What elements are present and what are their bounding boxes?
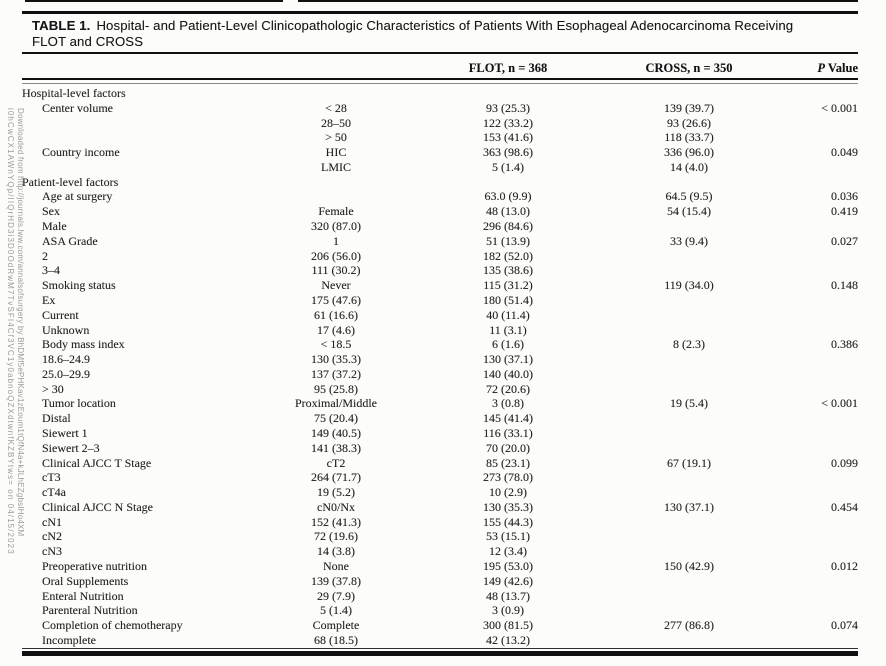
row-label-cell: 25.0–29.9 — [42, 366, 90, 381]
data-row — [22, 219, 858, 234]
category-cell: 149 (40.5) — [311, 425, 361, 440]
pvalue-cell: 0.454 — [831, 499, 858, 514]
category-cell: 68 (18.5) — [314, 632, 358, 647]
pvalue-cell — [784, 367, 858, 382]
category-cell: > 50 — [325, 130, 347, 145]
data-row — [22, 529, 858, 544]
cross-value-cell: 14 (4.0) — [670, 159, 708, 174]
row-label-cell: > 30 — [42, 381, 64, 396]
data-row — [22, 559, 858, 574]
pvalue-cell: 0.148 — [831, 278, 858, 293]
flot-value-cell: 116 (33.1) — [483, 425, 533, 440]
table-caption — [32, 18, 847, 50]
category-cell: 75 (20.4) — [314, 411, 358, 426]
header-bottom-rule-thin — [22, 83, 858, 84]
category-cell: 5 (1.4) — [320, 603, 352, 618]
label-column-header — [22, 60, 250, 76]
flot-value-cell: 195 (53.0) — [483, 559, 533, 573]
category-cell: LMIC — [321, 159, 351, 174]
row-label-cell: Country income — [42, 145, 120, 160]
pvalue-cell — [784, 308, 858, 323]
cross-value-cell — [594, 529, 784, 544]
flot-value-cell: 296 (84.6) — [483, 219, 533, 234]
flot-value-cell: 3 (0.8) — [492, 396, 524, 411]
cross-value-cell: 67 (19.1) — [667, 455, 711, 470]
data-row — [22, 603, 858, 618]
table-caption-line2: FLOT and CROSS — [32, 34, 144, 49]
category-cell: 141 (38.3) — [311, 440, 361, 455]
data-row — [22, 515, 858, 530]
data-row — [22, 633, 858, 648]
cross-value-cell: 119 (34.0) — [664, 278, 714, 293]
row-label-cell: Current — [42, 307, 79, 322]
cross-value-cell — [594, 603, 784, 618]
flot-value-cell — [422, 86, 594, 101]
category-cell: 175 (47.6) — [311, 292, 361, 307]
category-cell: 95 (25.8) — [314, 381, 358, 396]
flot-value-cell: 63.0 (9.9) — [484, 189, 532, 204]
pvalue-cell: 0.074 — [831, 618, 858, 633]
row-label-cell: Hospital-level factors — [22, 86, 126, 100]
data-row — [22, 426, 858, 441]
data-row — [22, 278, 858, 293]
flot-value-cell: 51 (13.9) — [486, 233, 530, 248]
row-label-cell: Clinical AJCC N Stage — [42, 499, 153, 514]
pvalue-cell: 0.419 — [831, 204, 858, 219]
row-label-cell: Siewert 2–3 — [42, 440, 100, 455]
cross-value-cell — [594, 485, 784, 500]
data-row — [22, 263, 858, 278]
title-bottom-rule — [22, 52, 858, 54]
cross-value-cell: 93 (26.6) — [667, 115, 711, 130]
cross-value-cell — [594, 352, 784, 367]
flot-value-cell: 72 (20.6) — [486, 381, 530, 396]
pvalue-cell — [784, 426, 858, 441]
watermark-line-1: Downloaded from http://journals.lww.com/annalsofsurgery by BhDMf5ePHKav1zEoum1tQfN4a+kJLhEZgbsIHo4XM — [16, 108, 25, 537]
category-cell: 130 (35.3) — [311, 352, 361, 367]
category-cell: Female — [318, 204, 354, 219]
data-row — [22, 145, 858, 160]
category-cell: 152 (41.3) — [311, 514, 361, 529]
flot-value-cell: 135 (38.6) — [483, 263, 533, 278]
category-cell: 28–50 — [321, 115, 351, 130]
flot-value-cell: 10 (2.9) — [489, 485, 527, 500]
data-row — [22, 618, 858, 633]
cross-value-cell — [594, 515, 784, 530]
flot-value-cell: 5 (1.4) — [492, 159, 524, 174]
category-cell: 320 (87.0) — [311, 219, 361, 234]
pvalue-cell — [784, 86, 858, 101]
row-label-cell: Enteral Nutrition — [42, 588, 124, 603]
row-label-cell: ASA Grade — [42, 233, 98, 248]
category-cell: < 28 — [325, 100, 347, 115]
row-label-cell: Age at surgery — [42, 189, 113, 204]
row-label-cell: Clinical AJCC T Stage — [42, 455, 152, 470]
pvalue-cell — [784, 382, 858, 397]
category-cell: Complete — [312, 618, 360, 633]
cross-value-cell — [594, 470, 784, 485]
pvalue-header-italic-p: P — [817, 61, 825, 75]
category-cell: 19 (5.2) — [317, 485, 355, 500]
flot-value-cell: 115 (31.2) — [483, 278, 533, 293]
data-row — [22, 293, 858, 308]
flot-value-cell: 155 (44.3) — [483, 514, 533, 529]
category-column-header — [250, 60, 422, 76]
data-row — [22, 441, 858, 456]
flot-value-cell: 153 (41.6) — [483, 130, 533, 145]
data-row — [22, 101, 858, 116]
cross-column-header: CROSS, n = 350 — [645, 61, 733, 75]
data-row — [22, 308, 858, 323]
cross-value-cell: 130 (37.1) — [664, 499, 714, 514]
flot-value-cell: 130 (35.3) — [483, 499, 533, 514]
cross-value-cell: 277 (86.8) — [664, 618, 714, 633]
flot-value-cell: 85 (23.1) — [486, 455, 530, 470]
table-number-label: TABLE 1. — [32, 18, 91, 33]
section-row — [22, 86, 858, 101]
flot-value-cell: 130 (37.1) — [483, 352, 533, 367]
header-bottom-rule — [22, 78, 858, 80]
pvalue-cell: 0.036 — [831, 189, 858, 204]
cross-value-cell — [594, 574, 784, 589]
pvalue-cell — [784, 116, 858, 131]
pvalue-cell — [784, 249, 858, 264]
row-label-cell: Tumor location — [42, 396, 116, 411]
cross-value-cell — [594, 249, 784, 264]
data-row — [22, 337, 858, 352]
category-cell: 139 (37.8) — [311, 573, 361, 588]
data-row — [22, 500, 858, 515]
cross-value-cell — [594, 219, 784, 234]
data-row — [22, 234, 858, 249]
category-cell: 17 (4.6) — [317, 322, 355, 337]
row-label-cell: Incomplete — [42, 632, 96, 647]
category-cell: None — [323, 559, 349, 573]
category-cell — [250, 86, 422, 101]
pvalue-cell — [784, 219, 858, 234]
page-top-rule-left — [25, 0, 283, 2]
page-top-rule-right — [298, 0, 858, 2]
row-label-cell: Parenteral Nutrition — [42, 603, 138, 618]
column-header-row — [22, 60, 858, 76]
table-caption-text: Hospital- and Patient-Level Clinicopathologic Characteristics of Patients With Esophageal Adenocarcinoma Receiving — [96, 18, 794, 33]
cross-value-cell: 150 (42.9) — [664, 559, 714, 573]
data-row — [22, 249, 858, 264]
pvalue-cell — [784, 544, 858, 559]
pvalue-cell: 0.012 — [831, 559, 858, 573]
cross-value-cell — [594, 633, 784, 648]
flot-value-cell: 48 (13.0) — [486, 204, 530, 219]
category-cell: 72 (19.6) — [314, 529, 358, 544]
flot-value-cell — [422, 175, 594, 190]
pvalue-header-rest: Value — [824, 61, 858, 75]
category-cell: 264 (71.7) — [311, 470, 361, 485]
data-row — [22, 589, 858, 604]
data-row — [22, 323, 858, 338]
watermark-line-2: i0hCwCX1AWnYQp/IIQrHD3i3D0OdRwM7TvSFI4Cf3VC1y0abnoQZXdtwnfKZBYtws= on 04/15/2023 — [6, 108, 15, 555]
category-cell: 29 (7.9) — [317, 588, 355, 603]
row-label-cell — [22, 116, 250, 131]
pvalue-cell: < 0.001 — [821, 396, 858, 411]
cross-value-cell: 64.5 (9.5) — [665, 189, 713, 204]
cross-value-cell: 118 (33.7) — [664, 130, 714, 145]
flot-value-cell: 11 (3.1) — [489, 322, 527, 337]
row-label-cell: Body mass index — [42, 337, 125, 352]
data-row — [22, 189, 858, 204]
pvalue-cell: 0.099 — [831, 455, 858, 470]
data-row — [22, 367, 858, 382]
data-row — [22, 456, 858, 471]
cross-value-cell — [594, 308, 784, 323]
cross-value-cell — [594, 263, 784, 278]
row-label-cell: 2 — [42, 248, 48, 263]
section-row — [22, 175, 858, 190]
flot-value-cell: 12 (3.4) — [489, 544, 527, 559]
table-top-rule — [22, 11, 858, 14]
row-label-cell: cN2 — [42, 529, 62, 544]
table-caption-line1 — [32, 18, 847, 34]
row-label-cell: cN1 — [42, 514, 62, 529]
cross-value-cell — [594, 382, 784, 397]
data-row — [22, 574, 858, 589]
row-label-cell: 18.6–24.9 — [42, 352, 90, 367]
cross-value-cell — [594, 86, 784, 101]
cross-value-cell: 33 (9.4) — [670, 233, 708, 248]
row-label-cell: Unknown — [42, 322, 90, 337]
flot-value-cell: 300 (81.5) — [483, 618, 533, 633]
flot-value-cell: 3 (0.9) — [492, 603, 524, 618]
table-bottom-rule-thick — [22, 651, 858, 656]
flot-value-cell: 6 (1.6) — [492, 337, 524, 352]
data-row — [22, 544, 858, 559]
row-label-cell: Sex — [42, 204, 60, 219]
data-row — [22, 116, 858, 131]
row-label-cell: Preoperative nutrition — [42, 559, 147, 573]
pvalue-cell — [784, 441, 858, 456]
pvalue-cell — [784, 263, 858, 278]
row-label-cell — [22, 130, 250, 145]
flot-value-cell: 180 (51.4) — [483, 292, 533, 307]
table-body — [22, 86, 858, 648]
data-row — [22, 382, 858, 397]
category-cell: cN0/Nx — [317, 499, 355, 514]
pvalue-cell: 0.049 — [831, 145, 858, 160]
flot-value-cell: 363 (98.6) — [483, 145, 533, 160]
pvalue-cell — [784, 160, 858, 175]
row-label-cell: Oral Supplements — [42, 573, 129, 588]
pvalue-cell — [784, 130, 858, 145]
data-row — [22, 470, 858, 485]
table-bottom-rule-thin — [22, 648, 858, 649]
row-label-cell: 3–4 — [42, 263, 60, 278]
row-label-cell: Distal — [42, 411, 71, 426]
cross-value-cell — [594, 426, 784, 441]
cross-value-cell: 54 (15.4) — [667, 204, 711, 219]
pvalue-cell — [784, 485, 858, 500]
category-cell: cT2 — [326, 455, 346, 470]
row-label-cell: Male — [42, 219, 67, 234]
category-cell: Never — [321, 278, 351, 293]
cross-value-cell — [594, 293, 784, 308]
data-row — [22, 485, 858, 500]
pvalue-cell — [784, 411, 858, 426]
pvalue-cell — [784, 352, 858, 367]
category-cell: 111 (30.2) — [311, 263, 361, 278]
data-row — [22, 352, 858, 367]
pvalue-cell — [784, 323, 858, 338]
row-label-cell: Patient-level factors — [22, 174, 119, 189]
pvalue-cell — [784, 529, 858, 544]
row-label-cell: Center volume — [42, 100, 113, 115]
category-cell — [250, 189, 422, 204]
flot-value-cell: 273 (78.0) — [483, 470, 533, 485]
flot-value-cell: 40 (11.4) — [486, 307, 530, 322]
pvalue-cell — [784, 574, 858, 589]
cross-value-cell — [594, 367, 784, 382]
cross-value-cell: 336 (96.0) — [664, 145, 714, 160]
data-row — [22, 411, 858, 426]
category-cell: 1 — [333, 233, 339, 248]
flot-value-cell: 140 (40.0) — [483, 366, 533, 381]
cross-value-cell — [594, 589, 784, 604]
cross-value-cell — [594, 411, 784, 426]
pvalue-column-header — [784, 60, 858, 76]
cross-value-cell — [594, 323, 784, 338]
row-label-cell: cN3 — [42, 544, 62, 559]
cross-value-cell — [594, 544, 784, 559]
pvalue-cell — [784, 293, 858, 308]
data-row — [22, 130, 858, 145]
category-cell: HIC — [325, 145, 347, 160]
category-cell: < 18.5 — [320, 337, 352, 352]
category-cell: 206 (56.0) — [311, 248, 361, 263]
row-label-cell: cT4a — [42, 485, 66, 500]
cross-value-cell: 19 (5.4) — [670, 396, 708, 411]
flot-value-cell: 53 (15.1) — [486, 529, 530, 544]
category-cell — [250, 175, 422, 190]
row-label-cell: Ex — [42, 292, 56, 307]
row-label-cell: Smoking status — [42, 278, 116, 293]
cross-value-cell — [594, 175, 784, 190]
row-label-cell: Siewert 1 — [42, 425, 88, 440]
pvalue-cell — [784, 603, 858, 618]
data-row — [22, 396, 858, 411]
flot-value-cell: 70 (20.0) — [486, 440, 530, 455]
cross-value-cell: 139 (39.7) — [664, 100, 714, 115]
pvalue-cell — [784, 175, 858, 190]
category-cell: 61 (16.6) — [314, 307, 358, 322]
cross-value-cell — [594, 441, 784, 456]
flot-value-cell: 182 (52.0) — [483, 248, 533, 263]
pvalue-cell — [784, 633, 858, 648]
pvalue-cell — [784, 515, 858, 530]
cross-value-cell: 8 (2.3) — [673, 337, 705, 352]
flot-value-cell: 48 (13.7) — [486, 588, 530, 603]
category-cell: 14 (3.8) — [317, 544, 355, 559]
flot-value-cell: 145 (41.4) — [483, 411, 533, 426]
data-row — [22, 204, 858, 219]
pvalue-cell: < 0.001 — [821, 100, 858, 115]
flot-value-cell: 149 (42.6) — [483, 573, 533, 588]
pvalue-cell: 0.027 — [831, 233, 858, 248]
row-label-cell — [22, 160, 250, 175]
data-row — [22, 160, 858, 175]
flot-column-header: FLOT, n = 368 — [468, 61, 548, 75]
pvalue-cell: 0.386 — [831, 337, 858, 352]
category-cell: Proximal/Middle — [295, 396, 377, 411]
row-label-cell: Completion of chemotherapy — [42, 618, 183, 633]
pvalue-cell — [784, 470, 858, 485]
pvalue-cell — [784, 589, 858, 604]
flot-value-cell: 93 (25.3) — [486, 100, 530, 115]
row-label-cell: cT3 — [42, 470, 61, 485]
flot-value-cell: 122 (33.2) — [483, 115, 533, 130]
category-cell: 137 (37.2) — [311, 366, 361, 381]
flot-value-cell: 42 (13.2) — [486, 632, 530, 647]
